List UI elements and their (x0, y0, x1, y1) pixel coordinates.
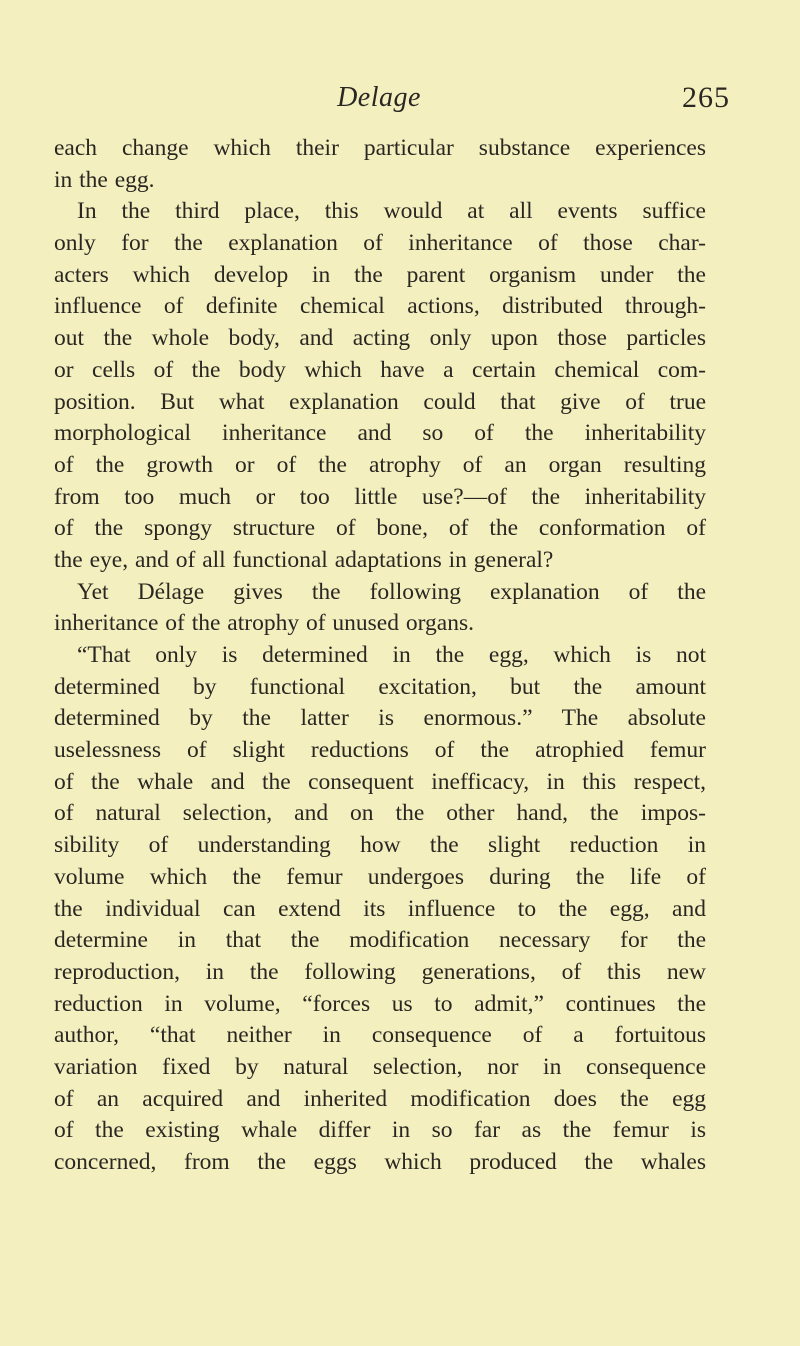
text-line: of the growth or of the atrophy of an organ resulting (54, 451, 706, 478)
text-line: author, “that neither in consequence of a fortuitous (54, 1022, 706, 1049)
text-line: position. But what explanation could that give of true (54, 388, 706, 415)
text-line: the individual can extend its influence to the egg, and (54, 895, 706, 922)
text-line: or cells of the body which have a certain chemical com- (54, 356, 706, 383)
text-line: “That only is determined in the egg, which is not (77, 642, 706, 668)
text-line: in the egg. (54, 166, 155, 193)
text-line: uselessness of slight reductions of the atrophied femur (54, 737, 706, 764)
text-line: determined by functional excitation, but the amount (54, 673, 706, 700)
text-line: morphological inheritance and so of the inheritability (54, 420, 706, 447)
text-line: sibility of understanding how the slight reduction in (54, 832, 706, 859)
text-line: each change which their particular substance experiences (54, 135, 706, 161)
text-line: of the spongy structure of bone, of the conformation of (54, 515, 706, 542)
text-line: of natural selection, and on the other hand, the impos- (54, 800, 706, 827)
text-line: concerned, from the eggs which produced the whales (54, 1149, 706, 1175)
text-line: the eye, and of all functional adaptations in general? (54, 546, 554, 573)
text-line: Yet Délage gives the following explanation of the (77, 578, 706, 605)
text-line: reduction in volume, “forces us to admit,” continues the (54, 990, 706, 1017)
text-line: determine in that the modification necessary for the (54, 927, 706, 954)
text-line: only for the explanation of inheritance of those char- (54, 230, 706, 257)
page-number: 265 (682, 81, 730, 114)
running-title: Delage (337, 82, 421, 113)
text-line: reproduction, in the following generations, of this new (54, 958, 706, 985)
text-line: of the whale and the consequent inefficacy, in this respect, (54, 768, 706, 795)
text-line: variation fixed by natural selection, nor in consequence (54, 1053, 706, 1080)
running-head (54, 78, 730, 118)
text-line: volume which the femur undergoes during the life of (54, 863, 706, 890)
text-line: determined by the latter is enormous.” The absolute (54, 705, 706, 732)
text-line: acters which develop in the parent organism under the (54, 261, 706, 288)
text-line: from too much or too little use?—of the inheritability (54, 483, 706, 510)
text-line: inheritance of the atrophy of unused organs. (54, 610, 474, 637)
text-line: influence of definite chemical actions, distributed through- (54, 293, 706, 320)
text-line: of the existing whale differ in so far as the femur is (54, 1117, 706, 1144)
text-line: out the whole body, and acting only upon those particles (54, 325, 706, 352)
text-line: of an acquired and inherited modification does the egg (54, 1085, 706, 1112)
text-line: In the third place, this would at all events suffice (77, 198, 706, 225)
body-text (54, 133, 706, 1179)
